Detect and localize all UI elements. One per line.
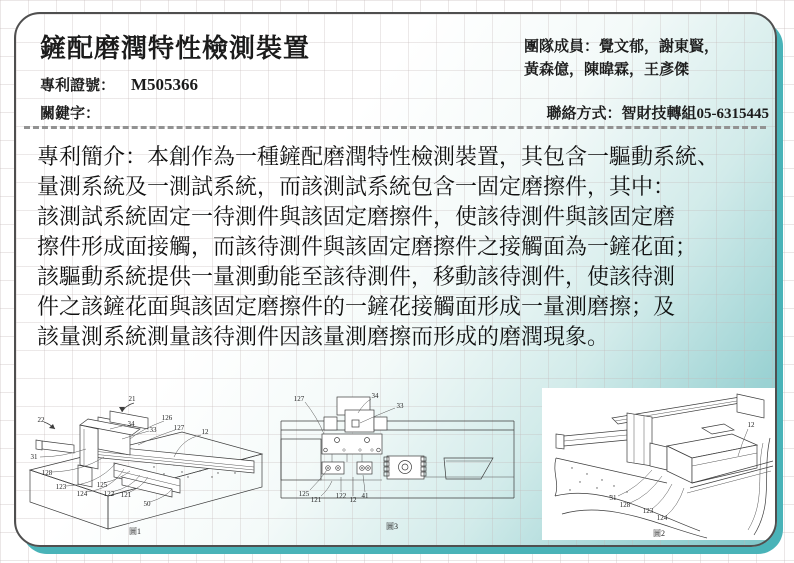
part-label: 41 <box>361 492 369 500</box>
keyword-row <box>40 102 100 123</box>
figure-caption: 圖2 <box>653 529 665 538</box>
part-label: 12 <box>201 428 209 436</box>
poster-card <box>14 12 777 547</box>
part-label: 33 <box>396 402 404 410</box>
abstract-line: 該測試系統固定一待測件與該固定磨擦件，使該待測件與該固定磨 <box>37 204 676 229</box>
abstract-line: 該驅動系統提供一量測動能至該待測件，移動該待測件，使該待測 <box>37 264 676 289</box>
team-members-line1: 團隊成員：覺文郁，謝東賢， <box>524 39 720 55</box>
part-label: 122 <box>335 492 347 500</box>
team-members-line2: 黃森億，陳暐霖，王彥傑 <box>524 62 690 78</box>
part-label: 126 <box>161 414 173 422</box>
part-label: 33 <box>149 426 157 434</box>
figure-2-drawing <box>542 388 775 540</box>
part-label: 12 <box>747 421 755 429</box>
part-label: 128 <box>619 501 631 509</box>
part-label: 124 <box>656 514 668 522</box>
team-members-block <box>524 36 774 82</box>
abstract-line: 件之該鏟花面與該固定磨擦件的一鏟花接觸面形成一量測磨擦；及 <box>37 294 676 319</box>
part-label: 125 <box>96 481 108 489</box>
figure-1-drawing <box>22 377 272 547</box>
abstract-line: 專利簡介：本創作為一種鏟配磨潤特性檢測裝置，其包含一驅動系統、 <box>37 144 720 169</box>
patent-number-row <box>40 74 198 95</box>
part-label: 125 <box>298 490 310 498</box>
part-label: 34 <box>127 420 135 428</box>
part-label: 127 <box>173 424 185 432</box>
figure-caption: 圖1 <box>129 527 141 536</box>
part-label: 12 <box>349 496 357 504</box>
page-title: 鏟配磨潤特性檢測裝置 <box>40 34 311 63</box>
figure-1 <box>22 377 272 547</box>
patent-number-value: M505366 <box>131 75 199 94</box>
part-label: 121 <box>120 491 132 499</box>
part-label: 124 <box>76 490 88 498</box>
abstract-line: 擦件形成面接觸，而該待測件與該固定磨擦件之接觸面為一鏟花面； <box>37 234 698 259</box>
part-label: 127 <box>293 395 305 403</box>
part-label: 121 <box>310 496 322 504</box>
figure-3 <box>272 377 522 547</box>
part-label: 21 <box>128 395 136 403</box>
abstract-line: 該量測系統測量該待測件因該量測磨擦而形成的磨潤現象。 <box>37 324 610 349</box>
surface-speckles <box>569 467 627 496</box>
figure-3-drawing <box>272 377 522 547</box>
keyword-label: 關鍵字： <box>40 106 101 122</box>
part-label: 31 <box>609 494 617 502</box>
dashed-separator <box>24 126 766 129</box>
part-label: 34 <box>371 392 379 400</box>
patent-abstract <box>37 142 774 352</box>
part-label: 31 <box>30 453 38 461</box>
contact-info: 聯絡方式：智財技轉組05-6315445 <box>546 106 769 122</box>
part-label: 22 <box>37 416 45 424</box>
figure-caption: 圖3 <box>386 522 398 531</box>
figure-2 <box>542 388 775 540</box>
part-label: 128 <box>41 469 53 477</box>
part-label: 50 <box>143 500 151 508</box>
patent-number-label: 專利證號： <box>40 78 116 94</box>
part-label: 123 <box>642 507 654 515</box>
abstract-line: 量測系統及一測試系統，而該測試系統包含一固定磨擦件，其中： <box>37 174 676 199</box>
part-label: 123 <box>55 483 67 491</box>
part-label: 122 <box>103 490 115 498</box>
